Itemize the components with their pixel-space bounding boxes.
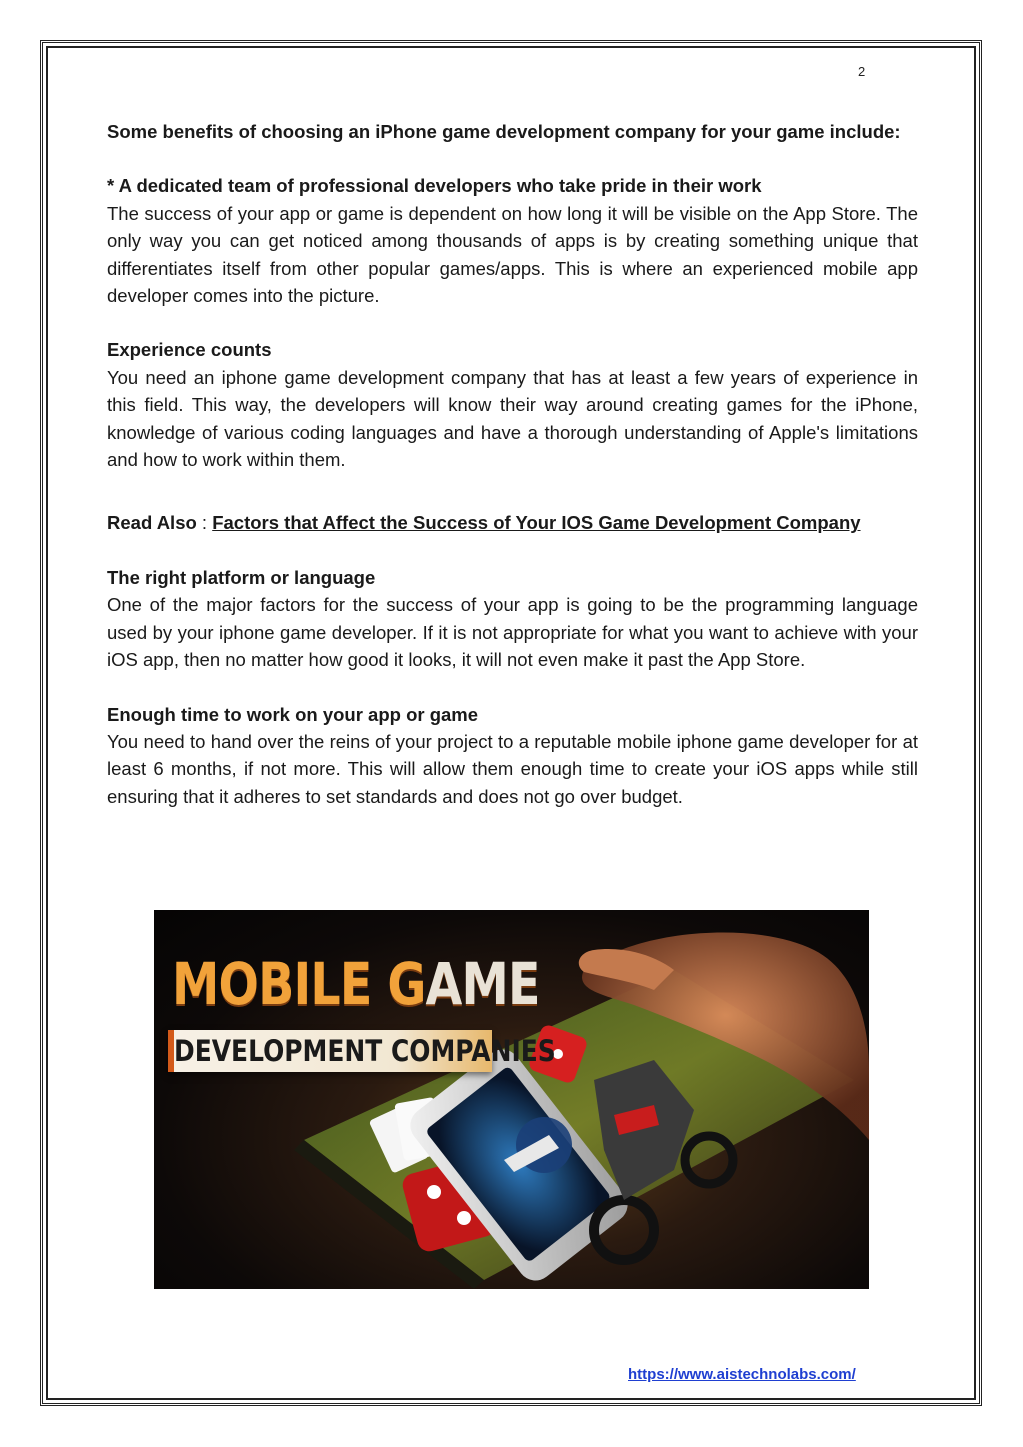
hero-image-mobile-game: [154, 910, 869, 1289]
intro-heading: Some benefits of choosing an iPhone game development company for your game include:: [107, 121, 901, 142]
read-also-label: Read Also: [107, 512, 197, 534]
section-body-platform: One of the major factors for the success of your app is going to be the programming language used by your iphone game developer. If it is not appropriate for what you want to achieve with your iOS app, then no matter how good it looks, it will not even make it past the App Store.: [107, 594, 918, 671]
section-heading-time: Enough time to work on your app or game: [107, 703, 479, 725]
document-body: [107, 118, 918, 810]
section-heading-dedicated-team: * A dedicated team of professional developers who take pride in their work: [107, 175, 762, 197]
hero-title: MOBILE GAME: [172, 950, 540, 1018]
section-heading-platform: The right platform or language: [107, 566, 376, 588]
read-also-link[interactable]: Factors that Affect the Success of Your IOS Game Development Company: [212, 512, 861, 534]
section-body-dedicated-team: The success of your app or game is dependent on how long it will be visible on the App Store. The only way you can get noticed among thousands of apps is by creating something unique that differentiates itself from other popular games/apps. This is where an experienced mobile app developer comes into the picture.: [107, 202, 918, 307]
die-pip: [427, 1185, 441, 1199]
section-heading-experience: Experience counts: [107, 339, 272, 361]
section-body-experience: You need an iphone game development company that has at least a few years of experience in this field. This way, the developers will know their way around creating games for the iPhone, knowledge of various coding languages and have a thorough understanding of Apple's limitations and how to work within them.: [107, 366, 918, 471]
section-body-time: You need to hand over the reins of your project to a reputable mobile iphone game developer for at least 6 months, if not more. This will allow them enough time to create your iOS apps while still ensuring that it adheres to set standards and does not go over budget.: [107, 730, 918, 807]
read-also-line: [107, 509, 918, 536]
page-number: 2: [858, 64, 866, 79]
read-also-separator: :: [196, 512, 213, 534]
hero-subtitle: DEVELOPMENT COMPANIES: [174, 1034, 556, 1068]
footer-url-link[interactable]: https://www.aistechnolabs.com/: [628, 1366, 856, 1383]
die-pip: [457, 1211, 471, 1225]
